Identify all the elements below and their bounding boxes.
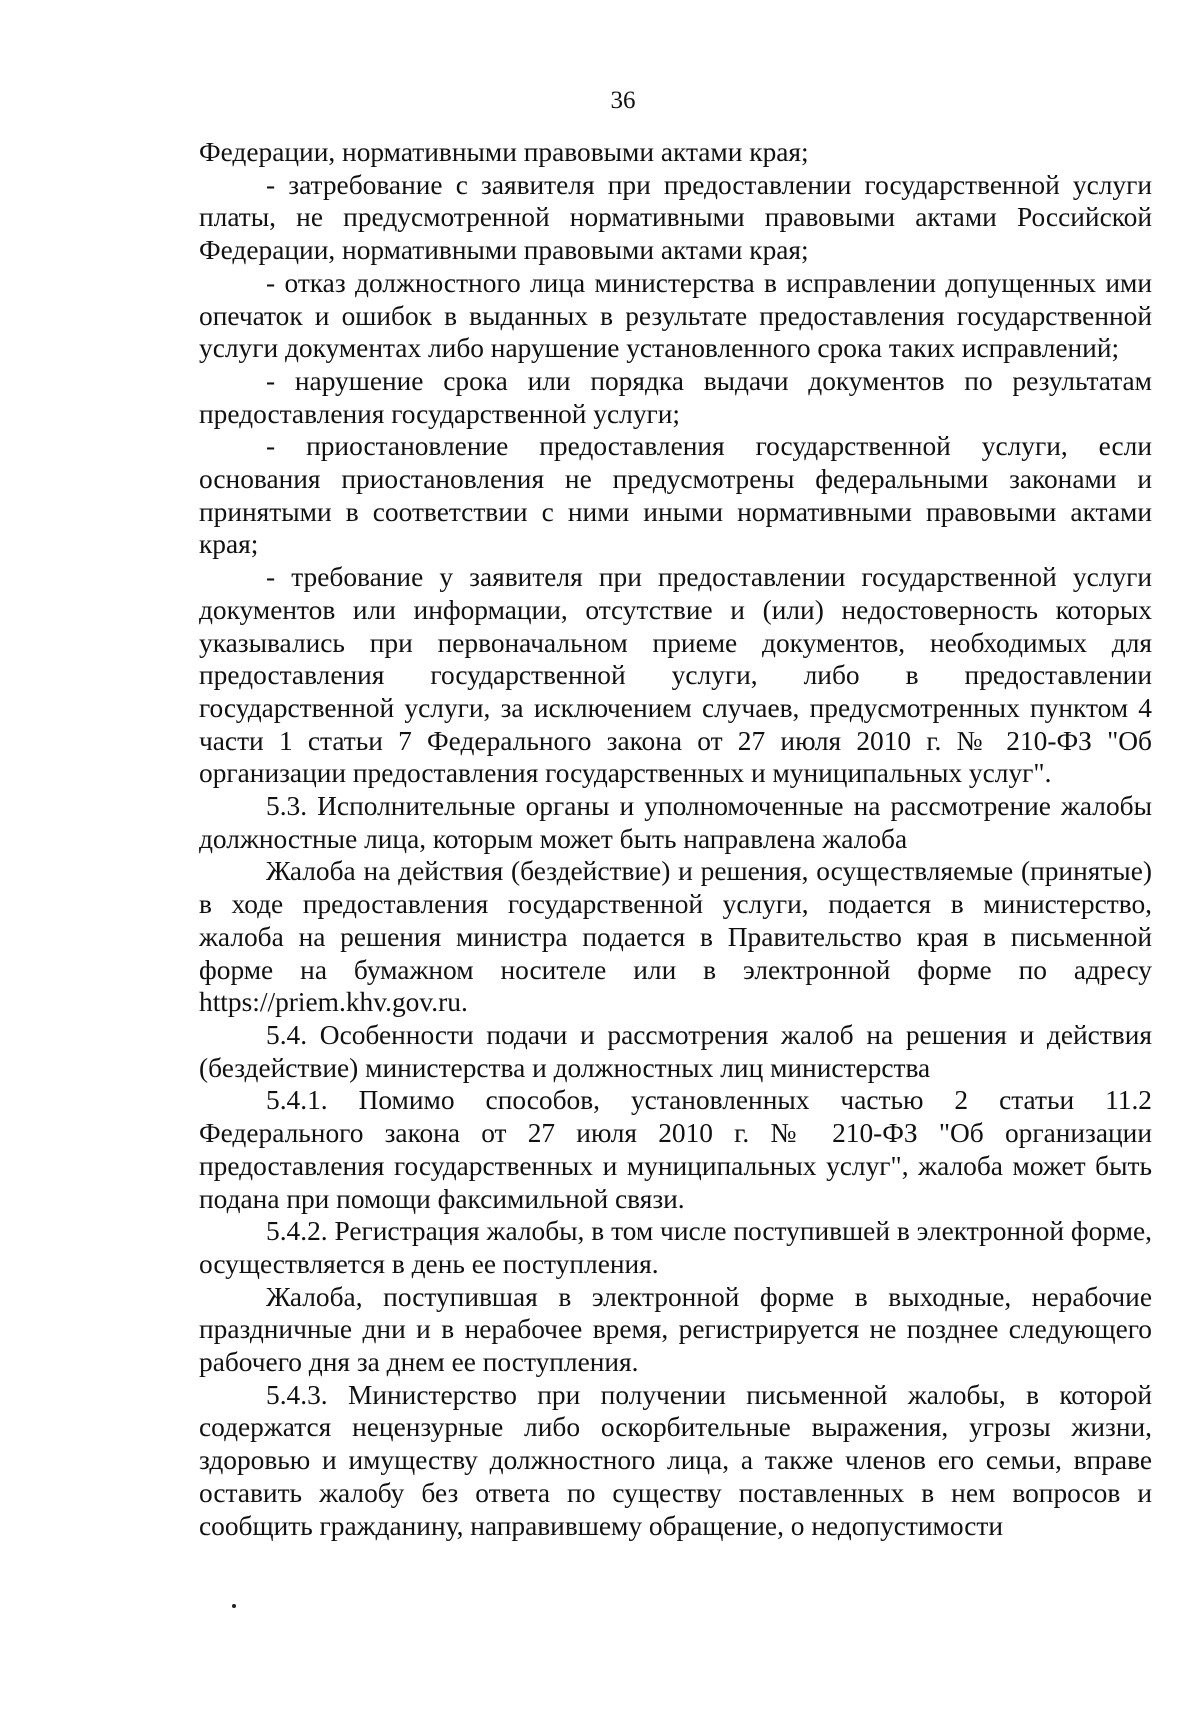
- section-5-4-heading: 5.4. Особенности подачи и рассмотрения жалоб на решения и действия (бездействие) министерства и должностных лиц министерства: [199, 1019, 1152, 1083]
- clause-5-4-3: 5.4.3. Министерство при получении письменной жалобы, в которой содержатся нецензурные либо оскорбительные выражения, угрозы жизни, здоровью и имуществу должностного лица, а также членов его семьи, вправе оставить жалобу без ответа по существу поставленных в нем вопросов и сообщить гражданину, направившему обращение, о недопустимости: [199, 1379, 1152, 1541]
- paragraph-list-item: - требование у заявителя при предоставлении государственной услуги документов или информации, отсутствие и (или) недостоверность которых указывались при первоначальном приеме документов, необходимых для предоставления государственной услуги, либо в предоставлении государственной услуги, за исключением случаев, предусмотренных пунктом 4 части 1 статьи 7 Федерального закона от 27 июля 2010 г. № 210-ФЗ "Об организации предоставления государственных и муниципальных услуг".: [199, 562, 1152, 789]
- paragraph-list-item: - затребование с заявителя при предоставлении государственной услуги платы, не предусмотренной нормативными правовыми актами Российской Федерации, нормативными правовыми актами края;: [199, 169, 1152, 266]
- paragraph-list-item: - приостановление предоставления государственной услуги, если основания приостановления не предусмотрены федеральными законами и принятыми в соответствии с ними иными нормативными правовыми актами края;: [199, 431, 1152, 560]
- section-5-3-heading: 5.3. Исполнительные органы и уполномоченные на рассмотрение жалобы должностные лица, которым может быть направлена жалоба: [199, 791, 1152, 854]
- document-body: [199, 136, 1152, 1542]
- paragraph-continuation: Федерации, нормативными правовыми актами края;: [199, 137, 809, 167]
- clause-5-4-2: 5.4.2. Регистрация жалобы, в том числе поступившей в электронной форме, осуществляется в день ее поступления.: [199, 1216, 1152, 1279]
- paragraph: Жалоба, поступившая в электронной форме в выходные, нерабочие праздничные дни и в нерабочее время, регистрируется не позднее следующего рабочего дня за днем ее поступления.: [199, 1281, 1152, 1378]
- scan-speck: [232, 1604, 236, 1608]
- paragraph: Жалоба на действия (бездействие) и решения, осуществляемые (принятые) в ходе предоставления государственной услуги, подается в министерство, жалоба на решения министра подается в Правительство края в письменной форме на бумажном носителе или в электронной форме по адресу https://priem.khv.gov.ru.: [199, 856, 1152, 1018]
- paragraph-list-item: - нарушение срока или порядка выдачи документов по результатам предоставления государственной услуги;: [199, 365, 1152, 429]
- clause-5-4-1: 5.4.1. Помимо способов, установленных частью 2 статьи 11.2 Федерального закона от 27 июля 2010 г. № 210-ФЗ "Об организации предоставления государственных и муниципальных услуг", жалоба может быть подана при помощи факсимильной связи.: [199, 1085, 1152, 1214]
- paragraph-list-item: - отказ должностного лица министерства в исправлении допущенных ими опечаток и ошибок в выданных в результате предоставления государственной услуги документах либо нарушение установленного срока таких исправлений;: [199, 267, 1152, 364]
- page-number: 36: [610, 87, 636, 114]
